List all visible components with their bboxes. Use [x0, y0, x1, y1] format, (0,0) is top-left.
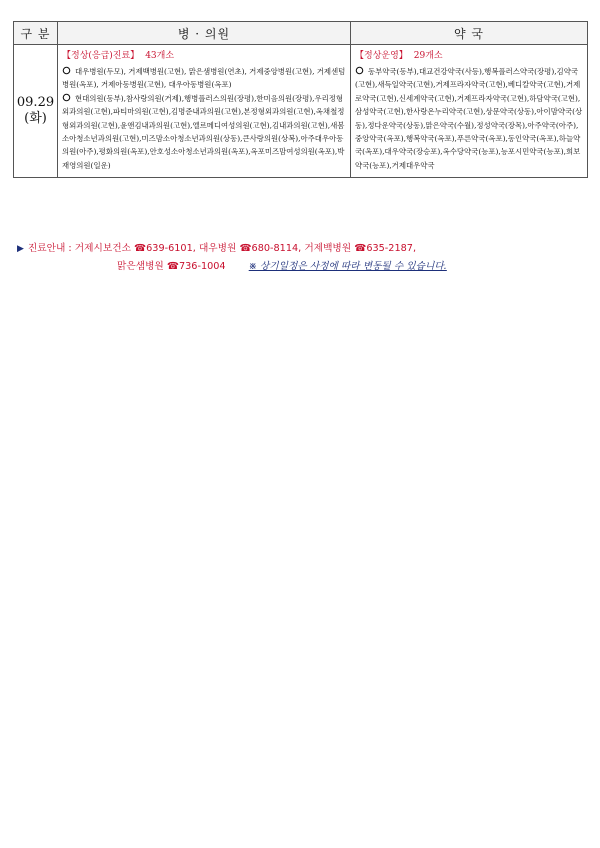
date-text: 09.29 — [16, 95, 55, 111]
hospital-count: 43개소 — [145, 51, 175, 61]
pharmacy-cell — [351, 45, 588, 178]
contact-malgeunsaem-phone: ☎736-1004 — [166, 261, 226, 272]
date-cell — [14, 45, 58, 178]
contact-line-1 — [17, 240, 592, 258]
hospital-group-2 — [62, 92, 347, 172]
duty-schedule-table — [13, 21, 588, 178]
header-pharmacy: 약 국 — [351, 22, 588, 45]
hospital-group-1-text: 대우병원(두모), 거제백병원(고현), 맑은샘병원(연초), 거제중앙병원(고현), 거제센텀병원(옥포), 거제아동병원(고현), 대우아동병원(옥포) — [62, 67, 346, 90]
pharmacy-heading-label: 【정상운영】 — [355, 51, 408, 61]
circle-bullet-icon — [355, 66, 364, 75]
info-label: 진료안내 : — [27, 243, 72, 254]
contact-daewoo-name: 대우병원 — [198, 243, 237, 254]
header-hospital: 병 · 의원 — [58, 22, 351, 45]
contact-info — [17, 240, 592, 275]
schedule-notice: ※ 상기일정은 사정에 따라 변동될 수 있습니다. — [248, 261, 447, 272]
contact-baek-phone: ☎635-2187, — [354, 243, 417, 254]
table-header-row — [14, 22, 588, 45]
table-row — [14, 45, 588, 178]
triangle-arrow-icon: ▶ — [17, 244, 24, 254]
hospital-heading — [62, 49, 347, 63]
pharmacy-count: 29개소 — [413, 51, 443, 61]
contact-health-center-phone: ☎639-6101, — [134, 243, 196, 254]
circle-bullet-icon — [62, 93, 71, 102]
contact-daewoo-phone: ☎680-8114, — [239, 243, 302, 254]
circle-bullet-icon — [62, 66, 71, 75]
pharmacy-list — [355, 65, 584, 172]
weekday-text: (화) — [24, 111, 47, 127]
hospital-group-2-text: 현대의원(동부),참사랑의원(거제),행병플러스의원(장평),한미음의원(장평),우리정형외과의원(고현),파티마의원(고현),김명준내과의원(고현),본정형외과의원(고현),옥채철정형외과의원(고현),윤앤김내과의원(고현),엘르메디여성의원(고현),김내과의원(고현),새봄소아청소년과의원(고현),미즈맘소아청소년과의원(상동),큰사랑의원(상복),아주대우아동의원(아주),평화의원(옥포),안호성소아청소년과의원(옥포),옥포미즈맘여성의원(옥포),박재영의원(일운) — [62, 93, 345, 170]
pharmacy-heading — [355, 49, 584, 63]
pharmacy-list-text: 동부약국(동부),대교건강약국(사등),행복플러스약국(장평),김약국(고현),새득일약국(고현),거제프라자약국(고현),베디칼약국(고현),거제로약국(고현),신세계약국(고현),거제프라자약국(고현),하담약국(고현),삼성약국(고현),한사랑온누리약국(고현),상문약국(상동),아이맘약국(상동),정다운약국(상동),맑은약국(수월),정성약국(장목),아주약국(아주),중앙약국(옥포),행복약국(옥포),푸른약국(옥포),동인약국(옥포),하늘약국(옥포),대우약국(장승포),옥수당약국(능포),능포시민약국(능포),희보약국(능포),거제대우약국 — [355, 67, 583, 170]
hospital-cell — [58, 45, 351, 178]
contact-line-2 — [17, 258, 592, 275]
contact-baek-name: 거제백병원 — [304, 243, 352, 254]
contact-malgeunsaem-name: 맑은샘병원 — [117, 261, 164, 272]
hospital-heading-label: 【정상(응급)진료】 — [62, 51, 140, 61]
contact-health-center-name: 거제시보건소 — [74, 243, 131, 254]
hospital-group-1 — [62, 65, 347, 92]
header-category: 구 분 — [14, 22, 58, 45]
